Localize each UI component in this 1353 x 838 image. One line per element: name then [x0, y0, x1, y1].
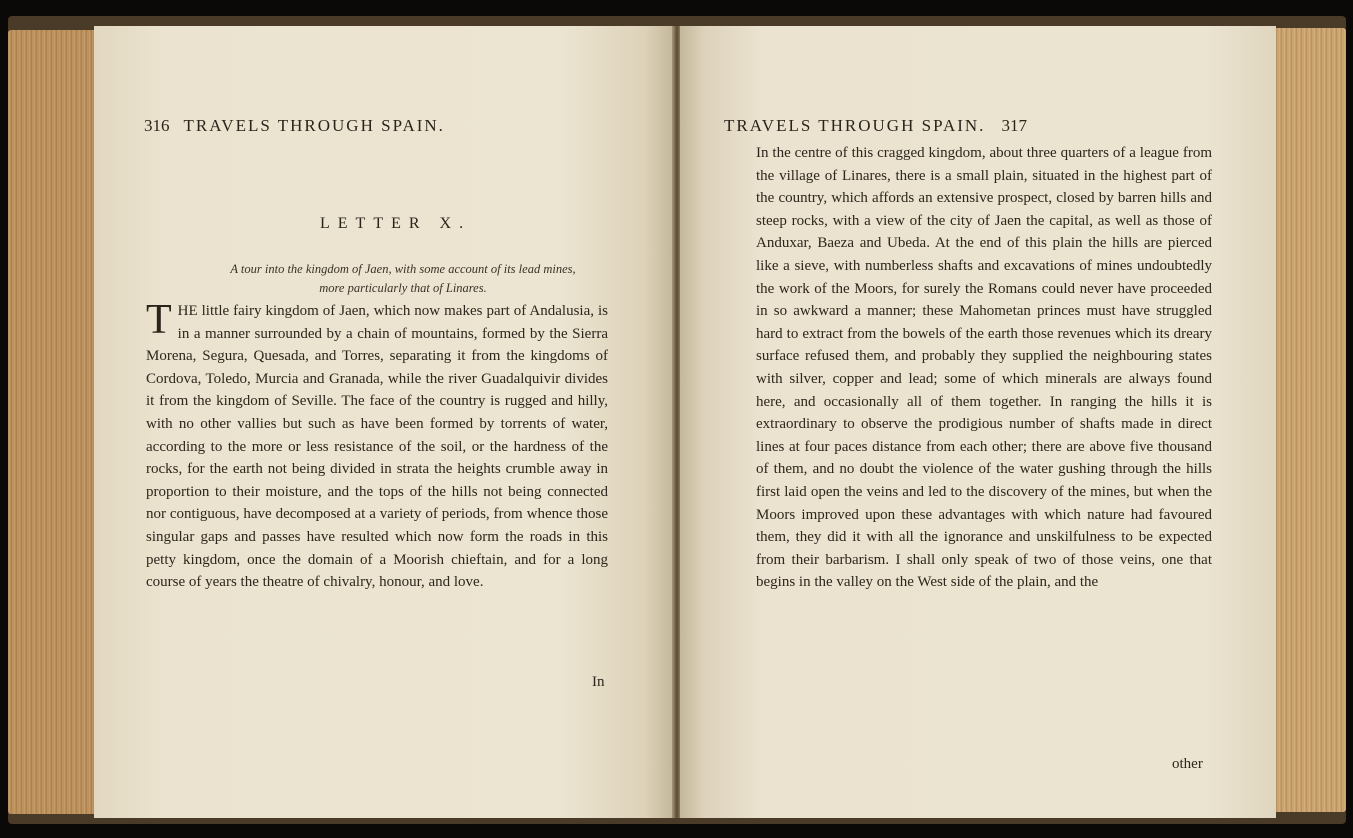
right-running-head — [724, 116, 1027, 136]
left-running-head — [144, 116, 445, 136]
right-running-title: TRAVELS THROUGH SPAIN. — [724, 116, 986, 135]
right-page — [680, 26, 1276, 818]
left-catchword: In — [592, 674, 605, 690]
right-body-text: In the centre of this cragged kingdom, about three quarters of a league from the village of Linares, there is a small plain, situated in the highest part of the country, which affords an extensive prospect, closed by barren hills and steep rocks, with a view of the city of Jaen the capital, as well as those of Anduxar, Baeza and Ubeda. At the end of this plain the hills are pierced like a sieve, with numberless shafts and excavations of mines undoubtedly the work of the Moors, for surely the Romans could never have proceeded in so awkward a manner; these Mahometan princes must have struggled hard to extract from the bowels of the earth those revenues which its dreary surface refused them, and probably they supplied the neighbouring states with silver, copper and lead; some of which minerals are always found here, and occasionally all of them together. In ranging the hills it is extraordinary to observe the prodigious number of shafts made in direct lines at four paces distance from each other; there are above five thousand of them, and no doubt the violence of the water gushing through the hills first laid open the veins and led to the discovery of the mines, but when the Moors improved upon these advantages with which nature had favoured them, they did it with all the ignorance and unskilfulness to be expected from their barbarism. I shall only speak of two of those veins, one that begins in the valley on the West side of the plain, and the — [756, 145, 1212, 591]
right-page-edges — [1268, 28, 1346, 812]
left-page — [94, 26, 674, 818]
letter-summary: A tour into the kingdom of Jaen, with some account of its lead mines, more particularly that of Linares. — [230, 262, 576, 295]
left-running-title: TRAVELS THROUGH SPAIN. — [183, 116, 445, 135]
right-page-number: 317 — [1001, 116, 1027, 135]
drop-cap: T — [146, 297, 172, 343]
open-book — [8, 16, 1346, 824]
right-catchword: other — [1172, 756, 1203, 772]
left-page-number: 316 — [144, 116, 170, 135]
left-page-edges — [8, 30, 100, 814]
left-body-paragraph: HE little fairy kingdom of Jaen, which now makes part of Andalusia, is in a manner surrounded by a chain of mountains, formed by the Sierra Morena, Segura, Quesada, and Torres, separating it from the kingdoms of Cordova, Toledo, Murcia and Granada, while the river Guadalquivir divides it from the kingdom of Seville. The face of the country is rugged and hilly, with no other vallies but such as have been formed by torrents of water, according to the more or less resistance of the soil, or the hardness of the rocks, for the earth not being divided in strata the heights crumble away in proportion to their moisture, and the tops of the hills not being connected nor contiguous, have decomposed at a variety of periods, from whence those singular gaps and passes have resulted which now form the roads in this petty kingdom, once the domain of a Moorish chieftain, and for a long course of years the theatre of chivalry, honour, and love. — [146, 303, 608, 591]
letter-title: LETTER X. — [320, 215, 472, 232]
left-body-text — [146, 297, 608, 594]
